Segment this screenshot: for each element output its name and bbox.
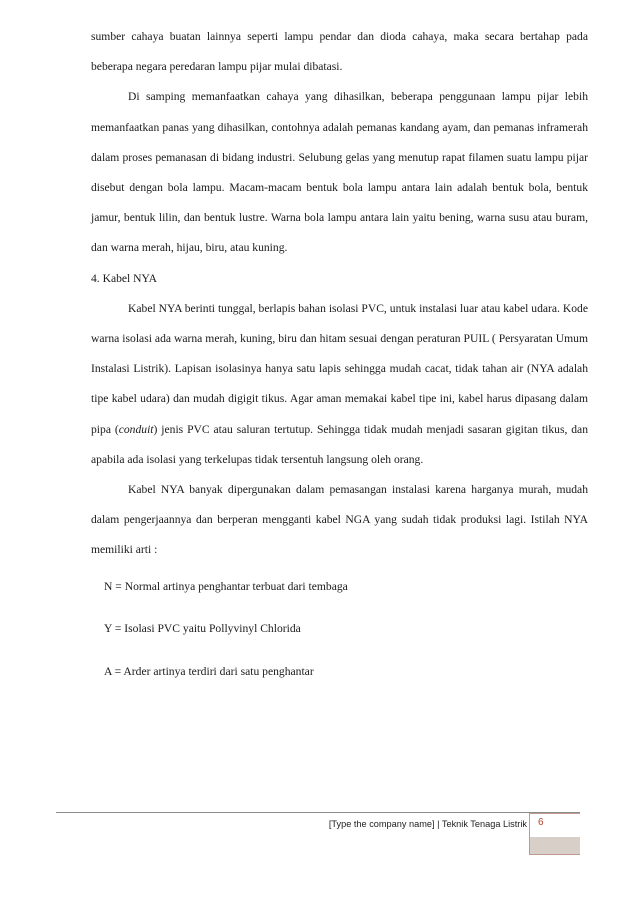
paragraph-3 [91,294,588,475]
definition-n: N = Normal artinya penghantar terbuat dari tembaga [104,579,348,593]
paragraph-3-italic-term: conduit [118,422,154,436]
paragraph-3-text-a: Kabel NYA berinti tunggal, berlapis bahan isolasi PVC, untuk instalasi luar atau kabel udara. Kode warna isolasi ada warna merah, kuning, biru dan hitam sesuai dengan peraturan PUIL ( Persyaratan Umum Instalasi Listrik). Lapisan isolasinya hanya satu lapis sehingga mudah cacat, tidak tahan air (NYA adalah tipe kabel udara) dan mudah digigit tikus. Agar aman memakai kabel tipe ini, kabel harus dipasang dalam pipa ( [91,301,588,436]
document-body [91,22,588,699]
definition-a: A = Arder artinya terdiri dari satu penghantar [104,664,314,678]
page-number: 6 [538,817,544,828]
page-number-box [529,813,580,855]
paragraph-1: sumber cahaya buatan lainnya seperti lampu pendar dan dioda cahaya, maka secara bertahap pada beberapa negara peredaran lampu pijar mulai dibatasi. [91,30,588,74]
paragraph-3-text-b: ) jenis PVC atau saluran tertutup. Sehingga tidak mudah menjadi sasaran gigitan tikus, dan apabila ada isolasi yang terkelupas tidak tersentuh langsung oleh orang. [91,422,588,466]
footer-text: [Type the company name] | Teknik Tenaga Listrik [328,819,527,829]
section-heading: 4. Kabel NYA [91,271,158,285]
paragraph-2: Di samping memanfaatkan cahaya yang dihasilkan, beberapa penggunaan lampu pijar lebih memanfaatkan panas yang dihasilkan, contohnya adalah pemanas kandang ayam, dan pemanas inframerah dalam proses pemanasan di bidang industri. Selubung gelas yang menutup rapat filamen suatu lampu pijar disebut dengan bola lampu. Macam-macam bentuk bola lampu antara lain adalah bentuk bola, bentuk jamur, bentuk lilin, dan bentuk lustre. Warna bola lampu antara lain yaitu bening, warna susu atau buram, dan warna merah, hijau, biru, atau kuning. [91,90,588,255]
definition-list [91,572,588,687]
paragraph-4: Kabel NYA banyak dipergunakan dalam pemasangan instalasi karena harganya murah, mudah dalam pengerjaannya dan berperan mengganti kabel NGA yang sudah tidak produksi lagi. Istilah NYA memiliki arti : [91,483,588,557]
definition-y: Y = Isolasi PVC yaitu Pollyvinyl Chlorida [104,622,301,636]
footer-shade [530,837,580,854]
page-footer [56,812,580,855]
